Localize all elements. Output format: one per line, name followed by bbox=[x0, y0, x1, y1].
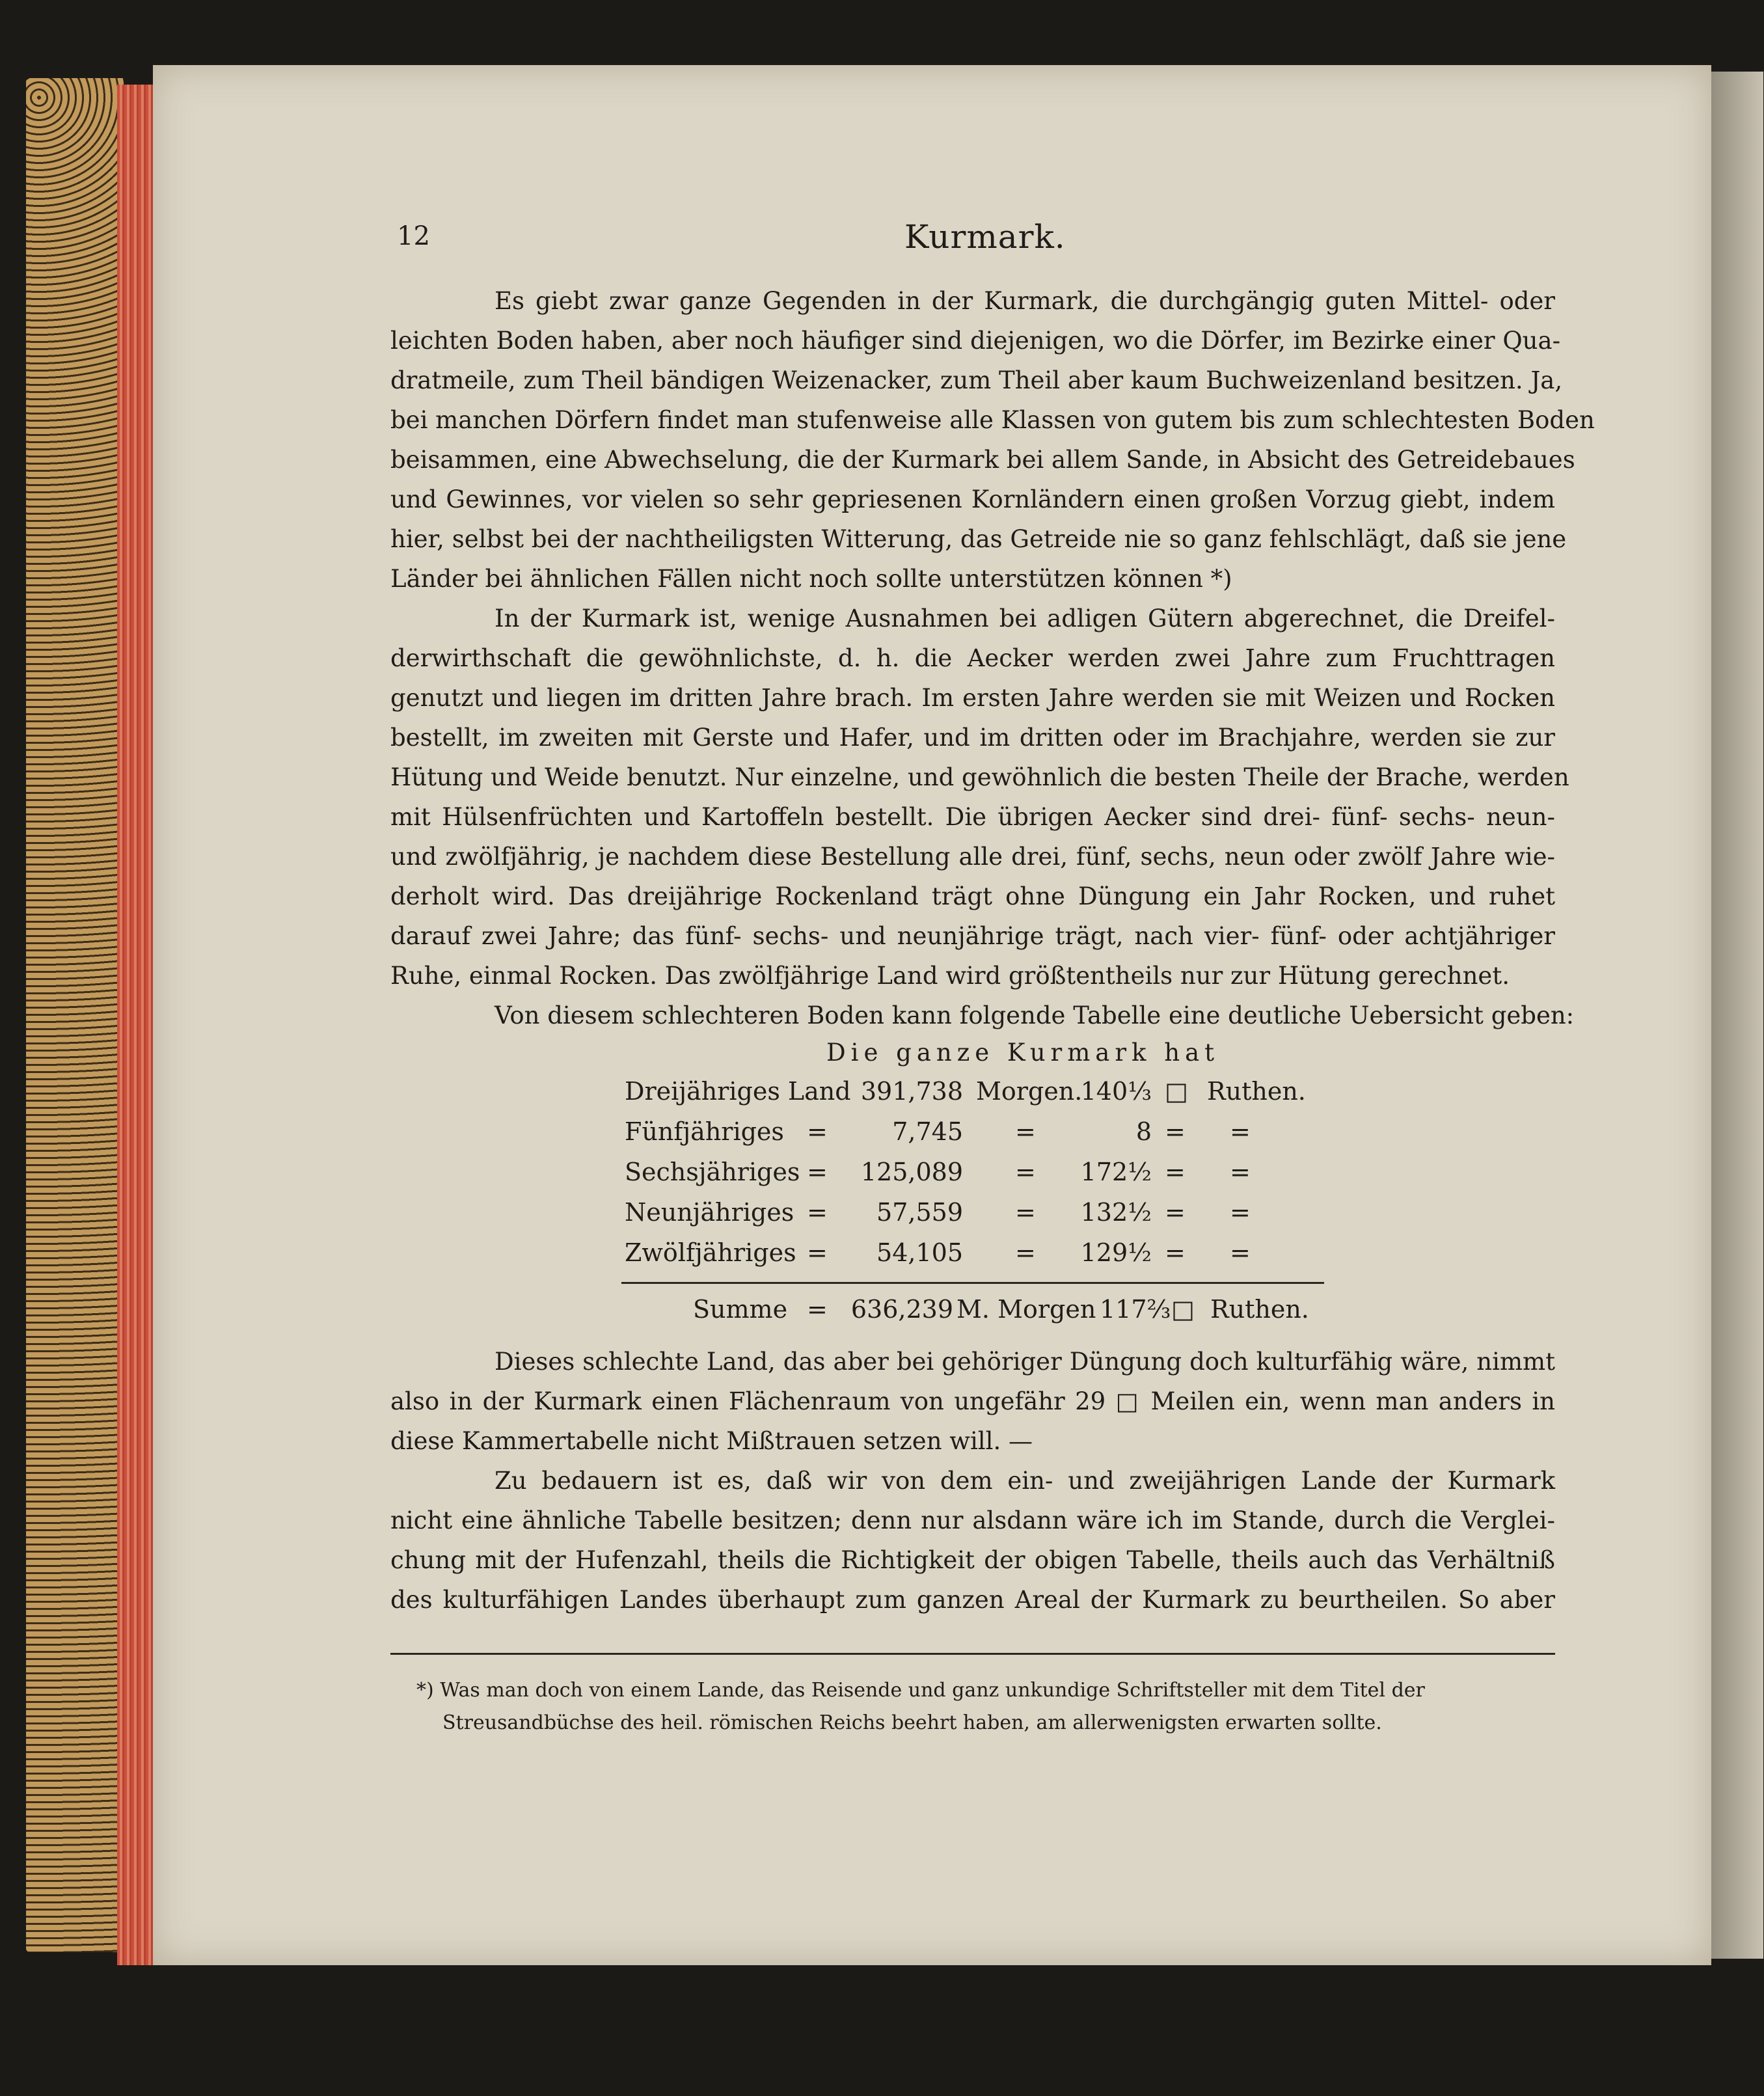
table-label: Fünfjähriges bbox=[625, 1117, 784, 1146]
text-line: beisammen, eine Abwechselung, die der Kurmark bei allem Sande, in Absicht des Getreidebaues bbox=[390, 446, 1575, 474]
table-ruthen-unit: = bbox=[1230, 1198, 1251, 1227]
table-ditto: = bbox=[807, 1238, 828, 1267]
table-ruthen-unit: Ruthen. bbox=[1207, 1077, 1306, 1106]
table-ruthen-value: 8 bbox=[1135, 1117, 1152, 1146]
text-line: derholt wird. Das dreijährige Rockenland trägt ohne Düngung ein Jahr Rocken, und ruhet bbox=[390, 882, 1555, 910]
sum-ruthen-unit: Ruthen. bbox=[1210, 1295, 1309, 1324]
book-cover-edge bbox=[26, 78, 124, 1952]
table-ruthen-unit: = bbox=[1230, 1117, 1251, 1146]
text-line: Hütung und Weide benutzt. Nur einzelne, und gewöhnlich die besten Theile der Brache, werden bbox=[390, 763, 1569, 791]
table-amount: 7,745 bbox=[892, 1117, 963, 1146]
table-ruthen-value: 140⅓ bbox=[1080, 1077, 1152, 1106]
table-label: Neunjähriges bbox=[625, 1198, 794, 1227]
page-number: 12 bbox=[397, 221, 430, 251]
table-sum-rule bbox=[621, 1282, 1324, 1284]
text-line: bei manchen Dörfern findet man stufenweise alle Klassen von gutem bis zum schlechtesten Boden bbox=[390, 406, 1595, 434]
facing-page bbox=[1705, 72, 1763, 1959]
sum-label: Summe bbox=[693, 1295, 788, 1324]
footnote-line: *) Was man doch von einem Lande, das Reisende und ganz unkundige Schriftsteller mit dem Titel der bbox=[416, 1679, 1425, 1702]
footnote-line: Streusandbüchse des heil. römischen Reichs beehrt haben, am allerwenigsten erwarten sollte. bbox=[442, 1711, 1382, 1734]
table-square-mark: = bbox=[1165, 1117, 1186, 1146]
sum-amount: 636,239 bbox=[850, 1295, 953, 1324]
table-square-mark: = bbox=[1165, 1158, 1186, 1186]
table-ruthen-value: 132½ bbox=[1080, 1198, 1152, 1227]
text-line: In der Kurmark ist, wenige Ausnahmen bei adligen Gütern abgerechnet, die Dreifel- bbox=[495, 605, 1555, 633]
text-line: nicht eine ähnliche Tabelle besitzen; denn nur alsdann wäre ich im Stande, durch die Verglei- bbox=[390, 1506, 1555, 1534]
table-intro-line: Von diesem schlechteren Boden kann folgende Tabelle eine deutliche Uebersicht geben: bbox=[495, 1001, 1575, 1029]
table-square-mark: = bbox=[1165, 1238, 1186, 1267]
text-line: chung mit der Hufenzahl, theils die Richtigkeit der obigen Tabelle, theils auch das Verhältniß bbox=[390, 1546, 1555, 1574]
table-ruthen-unit: = bbox=[1230, 1238, 1251, 1267]
table-amount: 57,559 bbox=[876, 1198, 963, 1227]
table-unit: = bbox=[1015, 1158, 1036, 1186]
text-line: Ruhe, einmal Rocken. Das zwölfjährige Land wird größtentheils nur zur Hütung gerechnet. bbox=[390, 962, 1510, 990]
table-unit: = bbox=[1015, 1117, 1036, 1146]
table-ditto: = bbox=[807, 1117, 828, 1146]
table-title: Die ganze Kurmark hat bbox=[826, 1039, 1219, 1067]
table-square-mark: □ bbox=[1165, 1077, 1188, 1106]
table-ditto: = bbox=[807, 1158, 828, 1186]
text-line: mit Hülsenfrüchten und Kartoffeln bestellt. Die übrigen Aecker sind drei- fünf- sechs- neun- bbox=[390, 803, 1555, 831]
text-line: darauf zwei Jahre; das fünf- sechs- und neunjährige trägt, nach vier- fünf- oder achtjähriger bbox=[390, 922, 1555, 950]
table-amount: 54,105 bbox=[876, 1238, 963, 1267]
table-label: Sechsjähriges bbox=[625, 1158, 800, 1186]
table-unit: = bbox=[1015, 1198, 1036, 1227]
table-unit: Morgen. bbox=[976, 1077, 1083, 1106]
table-square-mark: = bbox=[1165, 1198, 1186, 1227]
sum-ruthen-value: 117⅔ bbox=[1100, 1295, 1171, 1324]
table-amount: 125,089 bbox=[860, 1158, 963, 1186]
text-line: des kulturfähigen Landes überhaupt zum ganzen Areal der Kurmark zu beurtheilen. So aber bbox=[390, 1586, 1555, 1614]
sum-square-mark: □ bbox=[1171, 1295, 1195, 1324]
table-ruthen-unit: = bbox=[1230, 1158, 1251, 1186]
text-line: leichten Boden haben, aber noch häufiger sind diejenigen, wo die Dörfer, im Bezirke einer Qua- bbox=[390, 327, 1561, 355]
text-line: derwirthschaft die gewöhnlichste, d. h. die Aecker werden zwei Jahre zum Fruchttragen bbox=[390, 644, 1555, 672]
table-amount: 391,738 bbox=[860, 1077, 963, 1106]
table-label: Dreijähriges Land bbox=[625, 1077, 851, 1106]
text-line: hier, selbst bei der nachtheiligsten Witterung, das Getreide nie so ganz fehlschlägt, daß sie jene bbox=[390, 525, 1567, 553]
text-line: also in der Kurmark einen Flächenraum von ungefähr 29 □ Meilen ein, wenn man anders in bbox=[390, 1387, 1555, 1415]
table-unit: = bbox=[1015, 1238, 1036, 1267]
text-line: und Gewinnes, vor vielen so sehr gepriesenen Kornländern einen großen Vorzug giebt, indem bbox=[390, 485, 1555, 513]
text-line: Zu bedauern ist es, daß wir von dem ein- und zweijährigen Lande der Kurmark bbox=[495, 1467, 1555, 1495]
table-ruthen-value: 129½ bbox=[1080, 1238, 1152, 1267]
text-line: und zwölfjährig, je nachdem diese Bestellung alle drei, fünf, sechs, neun oder zwölf Jahre wie- bbox=[390, 843, 1555, 871]
text-line: genutzt und liegen im dritten Jahre brach. Im ersten Jahre werden sie mit Weizen und Rocken bbox=[390, 684, 1555, 712]
table-ruthen-value: 172½ bbox=[1080, 1158, 1152, 1186]
text-line: dratmeile, zum Theil bändigen Weizenacker, zum Theil aber kaum Buchweizenland besitzen. Ja, bbox=[390, 366, 1563, 394]
running-head: Kurmark. bbox=[904, 218, 1066, 256]
text-line: Dieses schlechte Land, das aber bei gehöriger Düngung doch kulturfähig wäre, nimmt bbox=[495, 1348, 1555, 1376]
text-line: diese Kammertabelle nicht Mißtrauen setzen will. — bbox=[390, 1427, 1033, 1455]
table-label: Zwölfjähriges bbox=[625, 1238, 796, 1267]
sum-unit: M. Morgen bbox=[957, 1295, 1096, 1324]
text-line: bestellt, im zweiten mit Gerste und Hafer, und im dritten oder im Brachjahre, werden sie zur bbox=[390, 724, 1555, 752]
text-line: Es giebt zwar ganze Gegenden in der Kurmark, die durchgängig guten Mittel- oder bbox=[495, 287, 1555, 315]
sum-ditto: = bbox=[807, 1295, 828, 1324]
text-line: Länder bei ähnlichen Fällen nicht noch sollte unterstützen können *) bbox=[390, 565, 1232, 593]
footnote-rule bbox=[390, 1653, 1555, 1655]
table-ditto: = bbox=[807, 1198, 828, 1227]
